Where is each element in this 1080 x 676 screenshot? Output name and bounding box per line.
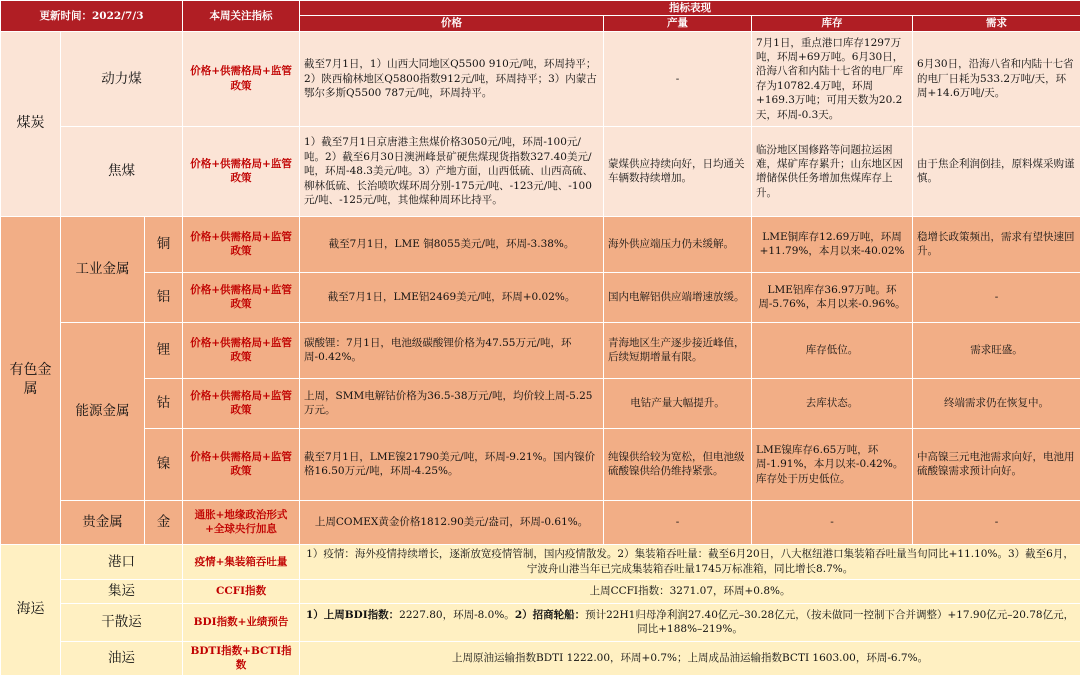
table-row	[1, 272, 1080, 322]
production-cell: 蒙煤供应持续向好，日均通关车辆数持续增加。	[604, 126, 752, 216]
production-cell: 电钴产量大幅提升。	[604, 378, 752, 428]
item-name: 港口	[61, 544, 183, 579]
price-cell: 上周，SMM电解钴价格为36.5-38万元/吨，均价较上周-5.25万元。	[300, 378, 604, 428]
item-name: 干散运	[61, 603, 183, 641]
item-indicator: 通胀+地缘政治形式+全球央行加息	[183, 500, 300, 544]
item-name: 锂	[145, 322, 183, 378]
production-cell: 青海地区生产逐步接近峰值，后续短期增量有限。	[604, 322, 752, 378]
inventory-cell: -	[752, 500, 913, 544]
item-indicator: 价格+供需格局+监管政策	[183, 31, 300, 126]
production-cell: 国内电解铝供应端增速放缓。	[604, 272, 752, 322]
demand-cell: 6月30日，沿海八省和内陆十七省的电厂日耗为533.2万吨/天，环周+14.6万吨/天。	[913, 31, 1080, 126]
table-row	[1, 579, 1080, 603]
table-row	[1, 31, 1080, 126]
item-name: 铜	[145, 216, 183, 272]
demand-cell: 终端需求仍在恢复中。	[913, 378, 1080, 428]
inventory-cell: 临汾地区国修路等问题拉运困难，煤矿库存累升；山东地区因增储保供任务增加焦煤库存上升。	[752, 126, 913, 216]
performance-cell: 1）疫情：海外疫情持续增长，逐渐放宽疫情管制，国内疫情散发。2）集装箱吞吐量：截至6月20日，八大枢纽港口集装箱吞吐量当旬同比+11.10%。3）截至6月，宁波舟山港当年已完成集装箱吞吐量1745万标准箱，同比增长8.7%。	[300, 544, 1080, 579]
demand-cell: 由于焦企利润倒挂，原料煤采购谨慎。	[913, 126, 1080, 216]
cmes-label: 2）招商轮船：	[515, 609, 585, 621]
price-cell: 1）截至7月1日京唐港主焦煤价格3050元/吨，环周-100元/吨。2）截至6月30日澳洲峰景矿硬焦煤现货指数327.40美元/吨，环周-48.3美元/吨。3）产地方面，山西低硫、山西高硫、柳林低硫、长治喷吹煤环周分别-175元/吨、-123元/吨、-100元/吨、-125元/吨，其他煤种周环比持平。	[300, 126, 604, 216]
item-name: 焦煤	[61, 126, 183, 216]
inventory-cell: 库存低位。	[752, 322, 913, 378]
bdi-label: 1）上周BDI指数：	[306, 609, 399, 621]
inventory-cell: 去库状态。	[752, 378, 913, 428]
price-cell: 碳酸锂：7月1日，电池级碳酸锂价格为47.55万元/吨，环周-0.42%。	[300, 322, 604, 378]
inventory-header: 库存	[752, 16, 913, 31]
table-row	[1, 322, 1080, 378]
update-time: 更新时间：2022/7/3	[1, 1, 183, 32]
table-row	[1, 216, 1080, 272]
production-cell: 纯镍供给较为宽松，但电池级硫酸镍供给仍维持紧张。	[604, 428, 752, 500]
sector-nonferrous: 有色金属	[1, 216, 61, 544]
performance-header: 指标表现	[300, 1, 1080, 16]
item-indicator: 价格+供需格局+监管政策	[183, 126, 300, 216]
table-row	[1, 126, 1080, 216]
sector-shipping: 海运	[1, 544, 61, 675]
item-indicator: 价格+供需格局+监管政策	[183, 378, 300, 428]
inventory-cell: LME铜库存12.69万吨，环周+11.79%，本月以来-40.02%	[752, 216, 913, 272]
production-cell: 海外供应端压力仍未缓解。	[604, 216, 752, 272]
item-name: 油运	[61, 641, 183, 675]
production-cell: -	[604, 500, 752, 544]
item-name: 集运	[61, 579, 183, 603]
item-indicator: 价格+供需格局+监管政策	[183, 428, 300, 500]
table-row	[1, 378, 1080, 428]
performance-cell	[300, 603, 1080, 641]
demand-cell: -	[913, 272, 1080, 322]
inventory-cell: 7月1日，重点港口库存1297万吨，环周+69万吨。6月30日，沿海八省和内陆十七省的电厂库存为10782.4万吨，环周+169.3万吨；可用天数为20.2天，环周-0.3天。	[752, 31, 913, 126]
demand-cell: 需求旺盛。	[913, 322, 1080, 378]
item-name: 镍	[145, 428, 183, 500]
table-row	[1, 544, 1080, 579]
table-row	[1, 603, 1080, 641]
item-indicator: 价格+供需格局+监管政策	[183, 216, 300, 272]
item-indicator: CCFI指数	[183, 579, 300, 603]
inventory-cell: LME镍库存6.65万吨，环周-1.91%，本月以来-0.42%。库存处于历史低位。	[752, 428, 913, 500]
performance-cell: 上周原油运输指数BDTI 1222.00，环周+0.7%；上周成品油运输指数BCTI 1603.00，环周-6.7%。	[300, 641, 1080, 675]
production-header: 产量	[604, 16, 752, 31]
item-name: 铝	[145, 272, 183, 322]
item-indicator: 疫情+集装箱吞吐量	[183, 544, 300, 579]
item-name: 钴	[145, 378, 183, 428]
sector-coal: 煤炭	[1, 31, 61, 216]
item-indicator: 价格+供需格局+监管政策	[183, 322, 300, 378]
price-header: 价格	[300, 16, 604, 31]
item-name: 动力煤	[61, 31, 183, 126]
category-energy: 能源金属	[61, 322, 145, 500]
item-indicator: BDTI指数+BCTI指数	[183, 641, 300, 675]
item-indicator: BDI指数+业绩预告	[183, 603, 300, 641]
inventory-cell: LME铝库存36.97万吨。环周-5.76%，本月以来-0.96%。	[752, 272, 913, 322]
price-cell: 截至7月1日，LME 铜8055美元/吨，环周-3.38%。	[300, 216, 604, 272]
demand-header: 需求	[913, 16, 1080, 31]
performance-cell: 上周CCFI指数：3271.07，环周+0.8%。	[300, 579, 1080, 603]
cmes-forecast: 预计22H1归母净利润27.40亿元–30.28亿元，（按未做同一控制下合并调整）+17.90亿元–20.78亿元，同比+188%–219%。	[585, 609, 1074, 635]
demand-cell: 中高镍三元电池需求向好，电池用硫酸镍需求预计向好。	[913, 428, 1080, 500]
item-indicator: 价格+供需格局+监管政策	[183, 272, 300, 322]
bdi-value: 2227.80，环周-8.0%。	[399, 609, 515, 621]
price-cell: 截至7月1日，1）山西大同地区Q5500 910元/吨，环周持平；2）陕西榆林地区Q5800指数912元/吨，环周持平；3）内蒙古鄂尔多斯Q5500 787元/吨，环周持平。	[300, 31, 604, 126]
price-cell: 截至7月1日，LME镍21790美元/吨，环周-9.21%。国内镍价格16.50万元/吨，环周-4.25%。	[300, 428, 604, 500]
price-cell: 截至7月1日，LME铝2469美元/吨，环周+0.02%。	[300, 272, 604, 322]
item-name: 金	[145, 500, 183, 544]
table-row	[1, 500, 1080, 544]
demand-cell: 稳增长政策频出，需求有望快速回升。	[913, 216, 1080, 272]
category-industrial: 工业金属	[61, 216, 145, 322]
focus-indicator-header: 本周关注指标	[183, 1, 300, 32]
price-cell: 上周COMEX黄金价格1812.90美元/盎司，环周-0.61%。	[300, 500, 604, 544]
table-row	[1, 641, 1080, 675]
demand-cell: -	[913, 500, 1080, 544]
production-cell: -	[604, 31, 752, 126]
table-row	[1, 428, 1080, 500]
category-precious: 贵金属	[61, 500, 145, 544]
